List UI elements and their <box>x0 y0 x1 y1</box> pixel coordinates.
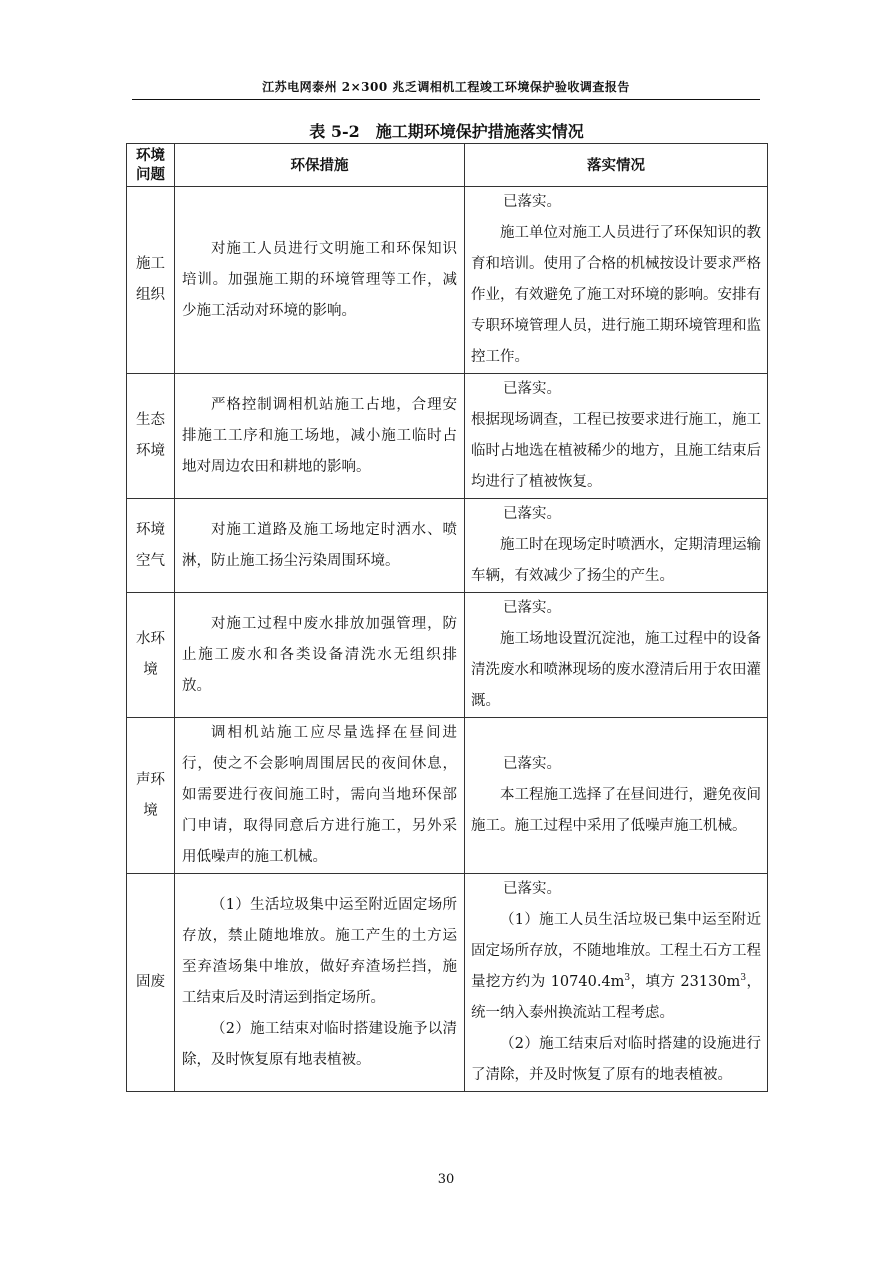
status-cell <box>465 874 768 1092</box>
measure-cell <box>175 374 465 499</box>
status-head: 已落实。 <box>503 600 561 616</box>
status-text <box>471 905 761 1029</box>
table-row <box>127 718 768 874</box>
measure-cell <box>175 593 465 718</box>
measure-text: （1）生活垃圾集中运至附近固定场所存放，禁止随地堆放。施工产生的土方运至弃渣场集中堆放，做好弃渣场拦挡，施工结束后及时清运到指定场所。 <box>182 896 457 1006</box>
measure-cell <box>175 499 465 593</box>
status-text-part: ，填方 23130m <box>630 974 741 990</box>
status-text: 根据现场调查，工程已按要求进行施工，施工临时占地选在植被稀少的地方，且施工结束后均进行了植被恢复。 <box>471 412 761 490</box>
status-text: 施工单位对施工人员进行了环保知识的教育和培训。使用了合格的机械按设计要求严格作业，有效避免了施工对环境的影响。安排有专职环境管理人员，进行施工期环境管理和监控工作。 <box>471 225 761 365</box>
measure-text: 对施工过程中废水排放加强管理，防止施工废水和各类设备清洗水无组织排放。 <box>182 615 457 694</box>
measure-cell <box>175 874 465 1092</box>
table-header-row <box>127 144 768 187</box>
status-head: 已落实。 <box>503 381 561 397</box>
column-header-measures: 环保措施 <box>175 144 465 187</box>
issue-cell: 固废 <box>127 874 175 1092</box>
status-cell <box>465 499 768 593</box>
status-text: 施工时在现场定时喷洒水，定期清理运输车辆，有效减少了扬尘的产生。 <box>471 537 761 584</box>
report-header-title: 江苏电网泰州 2×300 兆乏调相机工程竣工环境保护验收调查报告 <box>262 80 630 94</box>
status-text: 施工场地设置沉淀池，施工过程中的设备清洗废水和喷淋现场的废水澄清后用于农田灌溉。 <box>471 631 761 709</box>
issue-cell: 生态环境 <box>127 374 175 499</box>
header-divider <box>132 99 760 100</box>
page-number: 30 <box>437 1172 455 1187</box>
measure-text: 对施工道路及施工场地定时洒水、喷淋，防止施工扬尘污染周围环境。 <box>182 521 457 569</box>
status-head: 已落实。 <box>503 506 561 522</box>
measure-text: 调相机站施工应尽量选择在昼间进行，使之不会影响周围居民的夜间休息，如需要进行夜间施工时，需向当地环保部门申请，取得同意后方进行施工，另外采用低噪声的施工机械。 <box>182 725 457 865</box>
status-cell <box>465 718 768 874</box>
superscript: 3 <box>740 973 747 984</box>
status-cell <box>465 374 768 499</box>
status-head: 已落实。 <box>503 756 561 772</box>
status-text-part: ，统一纳入泰州换流站工程考虑。 <box>471 974 761 1021</box>
table-row <box>127 499 768 593</box>
status-text-part: （1）施工人员生活垃圾已集中运至附近固定场所存放，不随地堆放。工程土石方工程量挖方约为 10740.4m <box>471 912 761 990</box>
status-cell <box>465 187 768 374</box>
issue-cell: 环境空气 <box>127 499 175 593</box>
table-row <box>127 874 768 1092</box>
column-header-issue: 环境问题 <box>127 144 175 187</box>
table-row <box>127 374 768 499</box>
issue-cell: 施工组织 <box>127 187 175 374</box>
table-caption: 表 5-2 施工期环境保护措施落实情况 <box>309 122 584 141</box>
environmental-measures-table <box>126 143 768 1092</box>
measure-text: 严格控制调相机站施工占地，合理安排施工工序和施工场地，减小施工临时占地对周边农田和耕地的影响。 <box>182 396 457 475</box>
measure-cell <box>175 187 465 374</box>
status-text: （2）施工结束后对临时搭建的设施进行了清除，并及时恢复了原有的地表植被。 <box>471 1036 761 1083</box>
issue-cell: 声环境 <box>127 718 175 874</box>
measure-text: （2）施工结束对临时搭建设施予以清除，及时恢复原有地表植被。 <box>182 1020 457 1068</box>
status-head: 已落实。 <box>503 194 561 210</box>
superscript: 3 <box>624 973 631 984</box>
table-row <box>127 187 768 374</box>
table-row <box>127 593 768 718</box>
measure-cell <box>175 718 465 874</box>
status-cell <box>465 593 768 718</box>
measure-text: 对施工人员进行文明施工和环保知识培训。加强施工期的环境管理等工作，减少施工活动对环境的影响。 <box>182 240 457 319</box>
status-text: 本工程施工选择了在昼间进行，避免夜间施工。施工过程中采用了低噪声施工机械。 <box>471 787 761 834</box>
issue-cell: 水环境 <box>127 593 175 718</box>
column-header-status: 落实情况 <box>465 144 768 187</box>
status-head: 已落实。 <box>503 881 561 897</box>
